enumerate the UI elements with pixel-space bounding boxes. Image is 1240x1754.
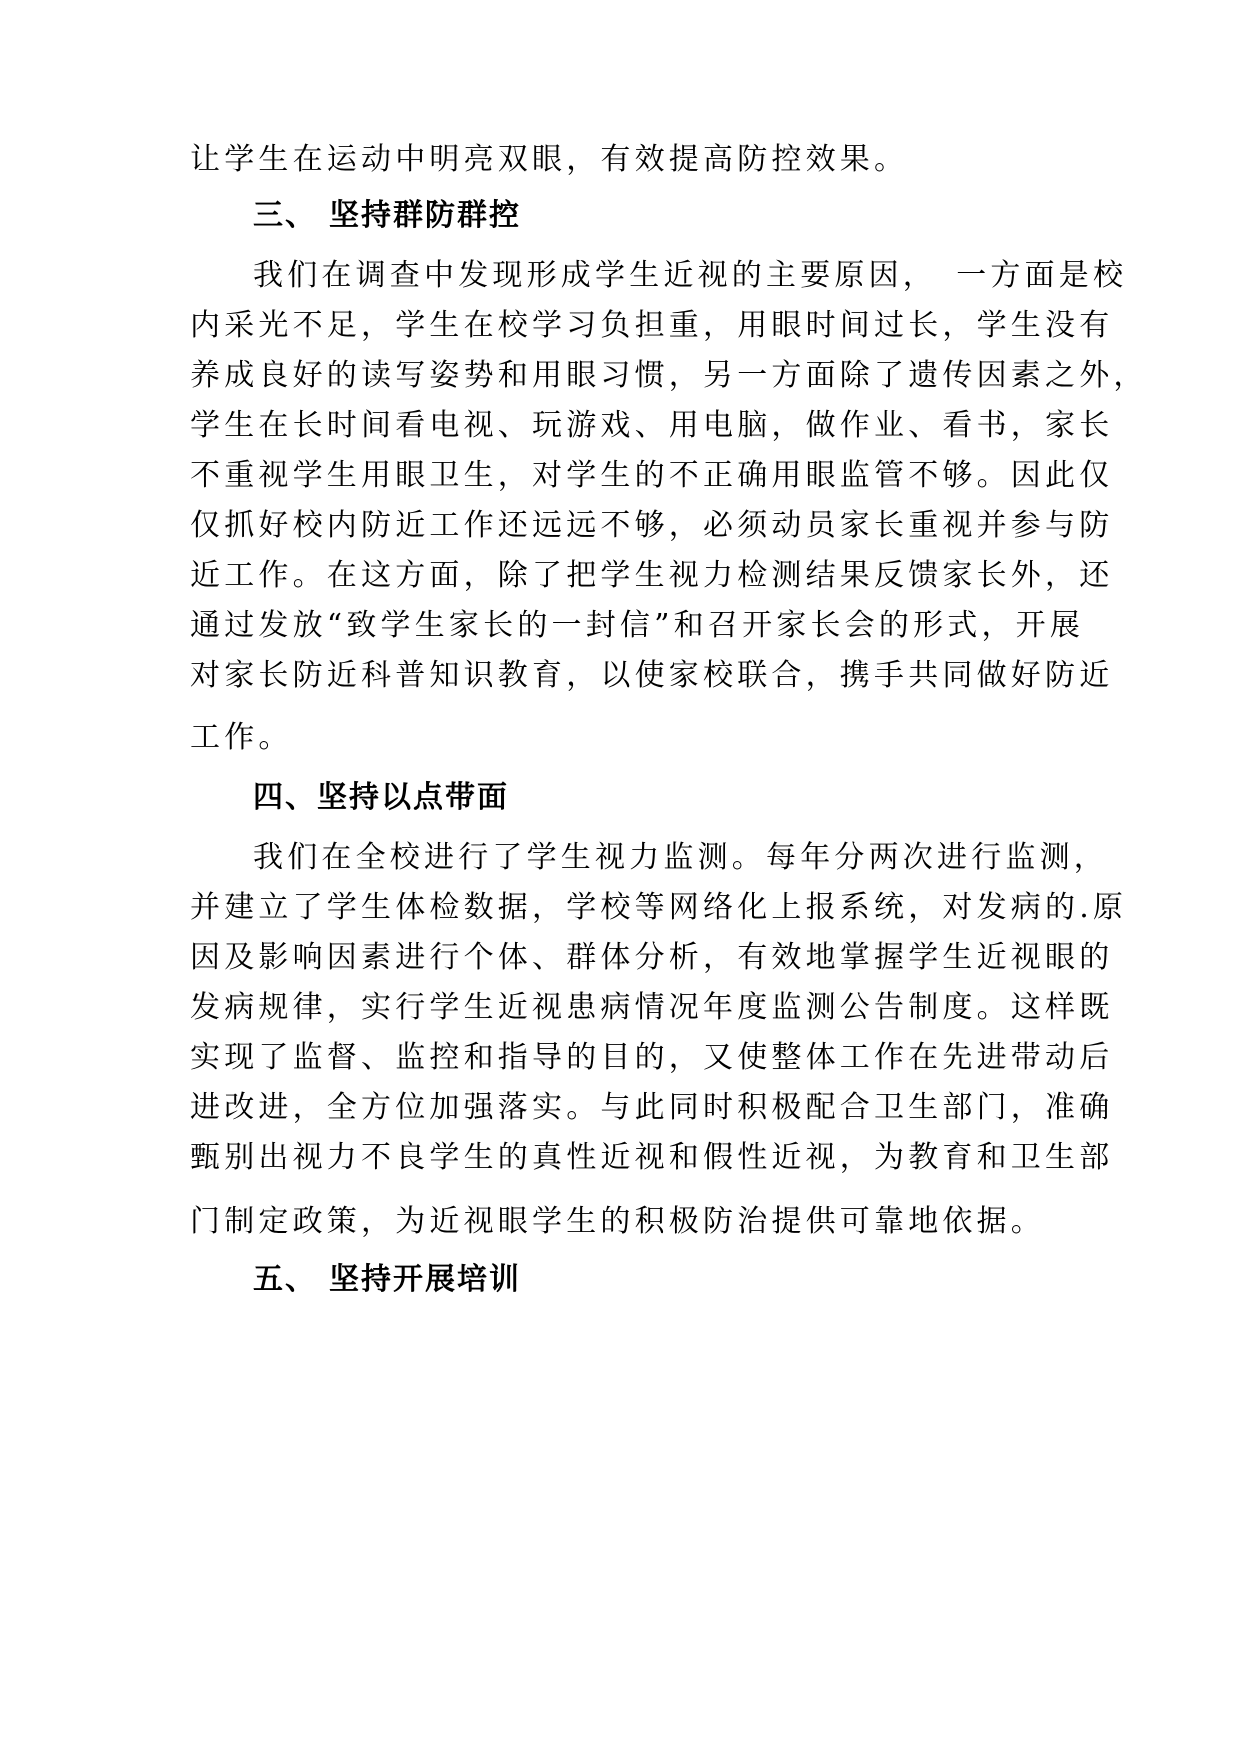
section-title: 坚持群防群控 — [329, 198, 521, 233]
paragraph-line: 因及影响因素进行个体、群体分析，有效地掌握学生近视眼的 — [190, 940, 1114, 975]
paragraph-line: 养成良好的读写姿势和用眼习惯，另一方面除了遗传因素之外， — [190, 358, 1148, 393]
paragraph-line: 仅抓好校内防近工作还远远不够，必须动员家长重视并参与防 — [190, 508, 1114, 543]
paragraph-line: 不重视学生用眼卫生，对学生的不正确用眼监管不够。因此仅 — [190, 458, 1114, 493]
section-heading-3 — [253, 196, 521, 236]
section-number: 五、 — [253, 1262, 317, 1297]
paragraph-line: 通过发放“致学生家长的一封信”和召开家长会的形式，开展 — [190, 608, 1085, 643]
paragraph-line: 对家长防近科普知识教育，以使家校联合，携手共同做好防近 — [190, 658, 1114, 693]
paragraph-line: 学生在长时间看电视、玩游戏、用电脑，做作业、看书，家长 — [190, 408, 1114, 443]
section-heading-4: 四、坚持以点带面 — [253, 780, 509, 815]
paragraph-line: 门制定政策，为近视眼学生的积极防治提供可靠地依据。 — [190, 1204, 1045, 1239]
section-number: 三、 — [253, 198, 317, 233]
section-title: 坚持开展培训 — [329, 1262, 521, 1297]
paragraph-line: 实现了监督、监控和指导的目的，又使整体工作在先进带动后 — [190, 1040, 1114, 1075]
paragraph-line: 我们在调查中发现形成学生近视的主要原因， 一方面是校 — [253, 258, 1128, 293]
paragraph-line: 近工作。在这方面，除了把学生视力检测结果反馈家长外，还 — [190, 558, 1114, 593]
paragraph-line: 并建立了学生体检数据，学校等网络化上报系统，对发病的.原 — [190, 890, 1128, 925]
paragraph-line: 我们在全校进行了学生视力监测。每年分两次进行监测， — [253, 840, 1108, 875]
paragraph-line: 让学生在运动中明亮双眼，有效提高防控效果。 — [190, 142, 909, 177]
paragraph-line: 内采光不足，学生在校学习负担重，用眼时间过长，学生没有 — [190, 308, 1114, 343]
section-heading-5 — [253, 1260, 521, 1300]
paragraph-line: 工作。 — [190, 720, 293, 755]
paragraph-line: 发病规律，实行学生近视患病情况年度监测公告制度。这样既 — [190, 990, 1114, 1025]
paragraph-line: 甄别出视力不良学生的真性近视和假性近视，为教育和卫生部 — [190, 1140, 1114, 1175]
paragraph-line: 进改进，全方位加强落实。与此同时积极配合卫生部门，准确 — [190, 1090, 1114, 1125]
